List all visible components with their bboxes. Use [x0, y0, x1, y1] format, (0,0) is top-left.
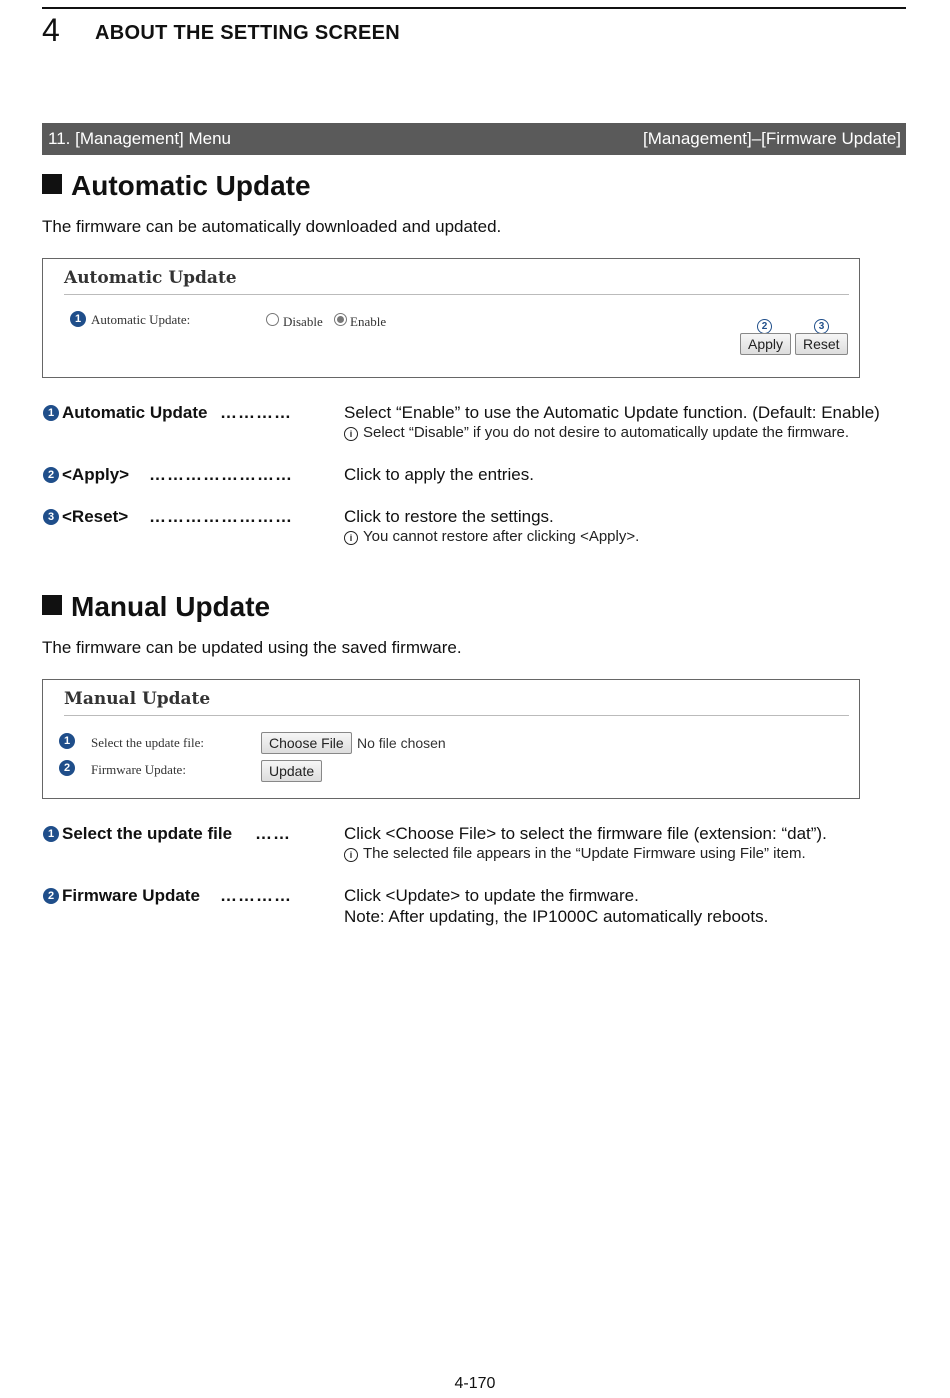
panel-title: Manual Update	[64, 689, 211, 709]
callout-badge-3: 3	[814, 319, 829, 334]
automatic-update-heading: Automatic Update	[42, 170, 311, 202]
update-button[interactable]: Update	[261, 760, 322, 782]
section-bar-right: [Management]–[Firmware Update]	[643, 129, 901, 148]
legend-desc: Select “Enable” to use the Automatic Update function. (Default: Enable)	[344, 403, 880, 422]
legend-desc: Click to apply the entries.	[344, 465, 534, 484]
enable-radio-label: Enable	[350, 314, 387, 329]
legend-leader: …………	[220, 403, 292, 422]
apply-button[interactable]: Apply	[740, 333, 791, 355]
legend-badge-3: 3	[43, 509, 59, 525]
legend-leader: …………	[220, 886, 292, 905]
panel-divider	[64, 294, 849, 295]
legend-desc: Click to restore the settings.	[344, 507, 554, 526]
legend-note: i The selected file appears in the “Update Firmware using File” item.	[344, 845, 806, 863]
legend-note: i You cannot restore after clicking <Apply>.	[344, 528, 639, 546]
section-bar	[42, 123, 906, 155]
legend-desc-note: Note: After updating, the IP1000C automatically reboots.	[344, 907, 769, 926]
chapter-number: 4	[42, 12, 60, 48]
firmware-update-label: Firmware Update:	[91, 762, 186, 777]
chapter-title: ABOUT THE SETTING SCREEN	[95, 22, 400, 44]
manual-update-description: The firmware can be updated using the saved firmware.	[42, 638, 462, 657]
legend-leader: ……………………	[149, 465, 293, 484]
legend-note: i Select “Disable” if you do not desire to automatically update the firmware.	[344, 424, 849, 442]
manual-update-panel	[42, 679, 860, 799]
callout-badge-1: 1	[70, 311, 86, 327]
callout-badge-1: 1	[59, 733, 75, 749]
page-number: 4-170	[454, 1375, 496, 1392]
section-bar-left: 11. [Management] Menu	[48, 129, 232, 148]
automatic-update-field-label: Automatic Update:	[91, 312, 191, 327]
automatic-update-panel	[42, 258, 860, 378]
legend-desc: Click <Update> to update the firmware.	[344, 886, 639, 905]
disable-radio[interactable]	[266, 313, 279, 326]
legend-badge-2: 2	[43, 888, 59, 904]
legend-term-select-file: Select the update file	[62, 824, 233, 843]
no-file-chosen-text: No file chosen	[357, 735, 446, 751]
square-bullet-icon	[42, 595, 62, 615]
panel-title: Automatic Update	[64, 268, 237, 288]
info-icon: i	[344, 427, 358, 441]
legend-term-automatic-update: Automatic Update	[62, 403, 208, 422]
callout-badge-2: 2	[757, 319, 772, 334]
select-file-label: Select the update file:	[91, 735, 204, 750]
legend-badge-1: 1	[43, 405, 59, 421]
legend-leader: ……………………	[149, 507, 293, 526]
legend-term-reset: <Reset>	[62, 507, 129, 526]
choose-file-button[interactable]: Choose File	[261, 732, 352, 754]
reset-button[interactable]: Reset	[795, 333, 848, 355]
info-icon: i	[344, 531, 358, 545]
manual-update-heading: Manual Update	[42, 591, 270, 623]
square-bullet-icon	[42, 174, 62, 194]
legend-leader: ……	[255, 824, 291, 843]
automatic-update-description: The firmware can be automatically downloaded and updated.	[42, 217, 502, 236]
chapter-rule	[42, 7, 906, 9]
callout-badge-2: 2	[59, 760, 75, 776]
legend-badge-2: 2	[43, 467, 59, 483]
enable-radio[interactable]	[334, 313, 347, 326]
info-icon: i	[344, 848, 358, 862]
legend-term-apply: <Apply>	[62, 465, 130, 484]
legend-term-firmware-update: Firmware Update	[62, 886, 200, 905]
panel-divider	[64, 715, 849, 716]
legend-badge-1: 1	[43, 826, 59, 842]
legend-desc: Click <Choose File> to select the firmware file (extension: “dat”).	[344, 824, 827, 843]
disable-radio-label: Disable	[283, 314, 323, 329]
